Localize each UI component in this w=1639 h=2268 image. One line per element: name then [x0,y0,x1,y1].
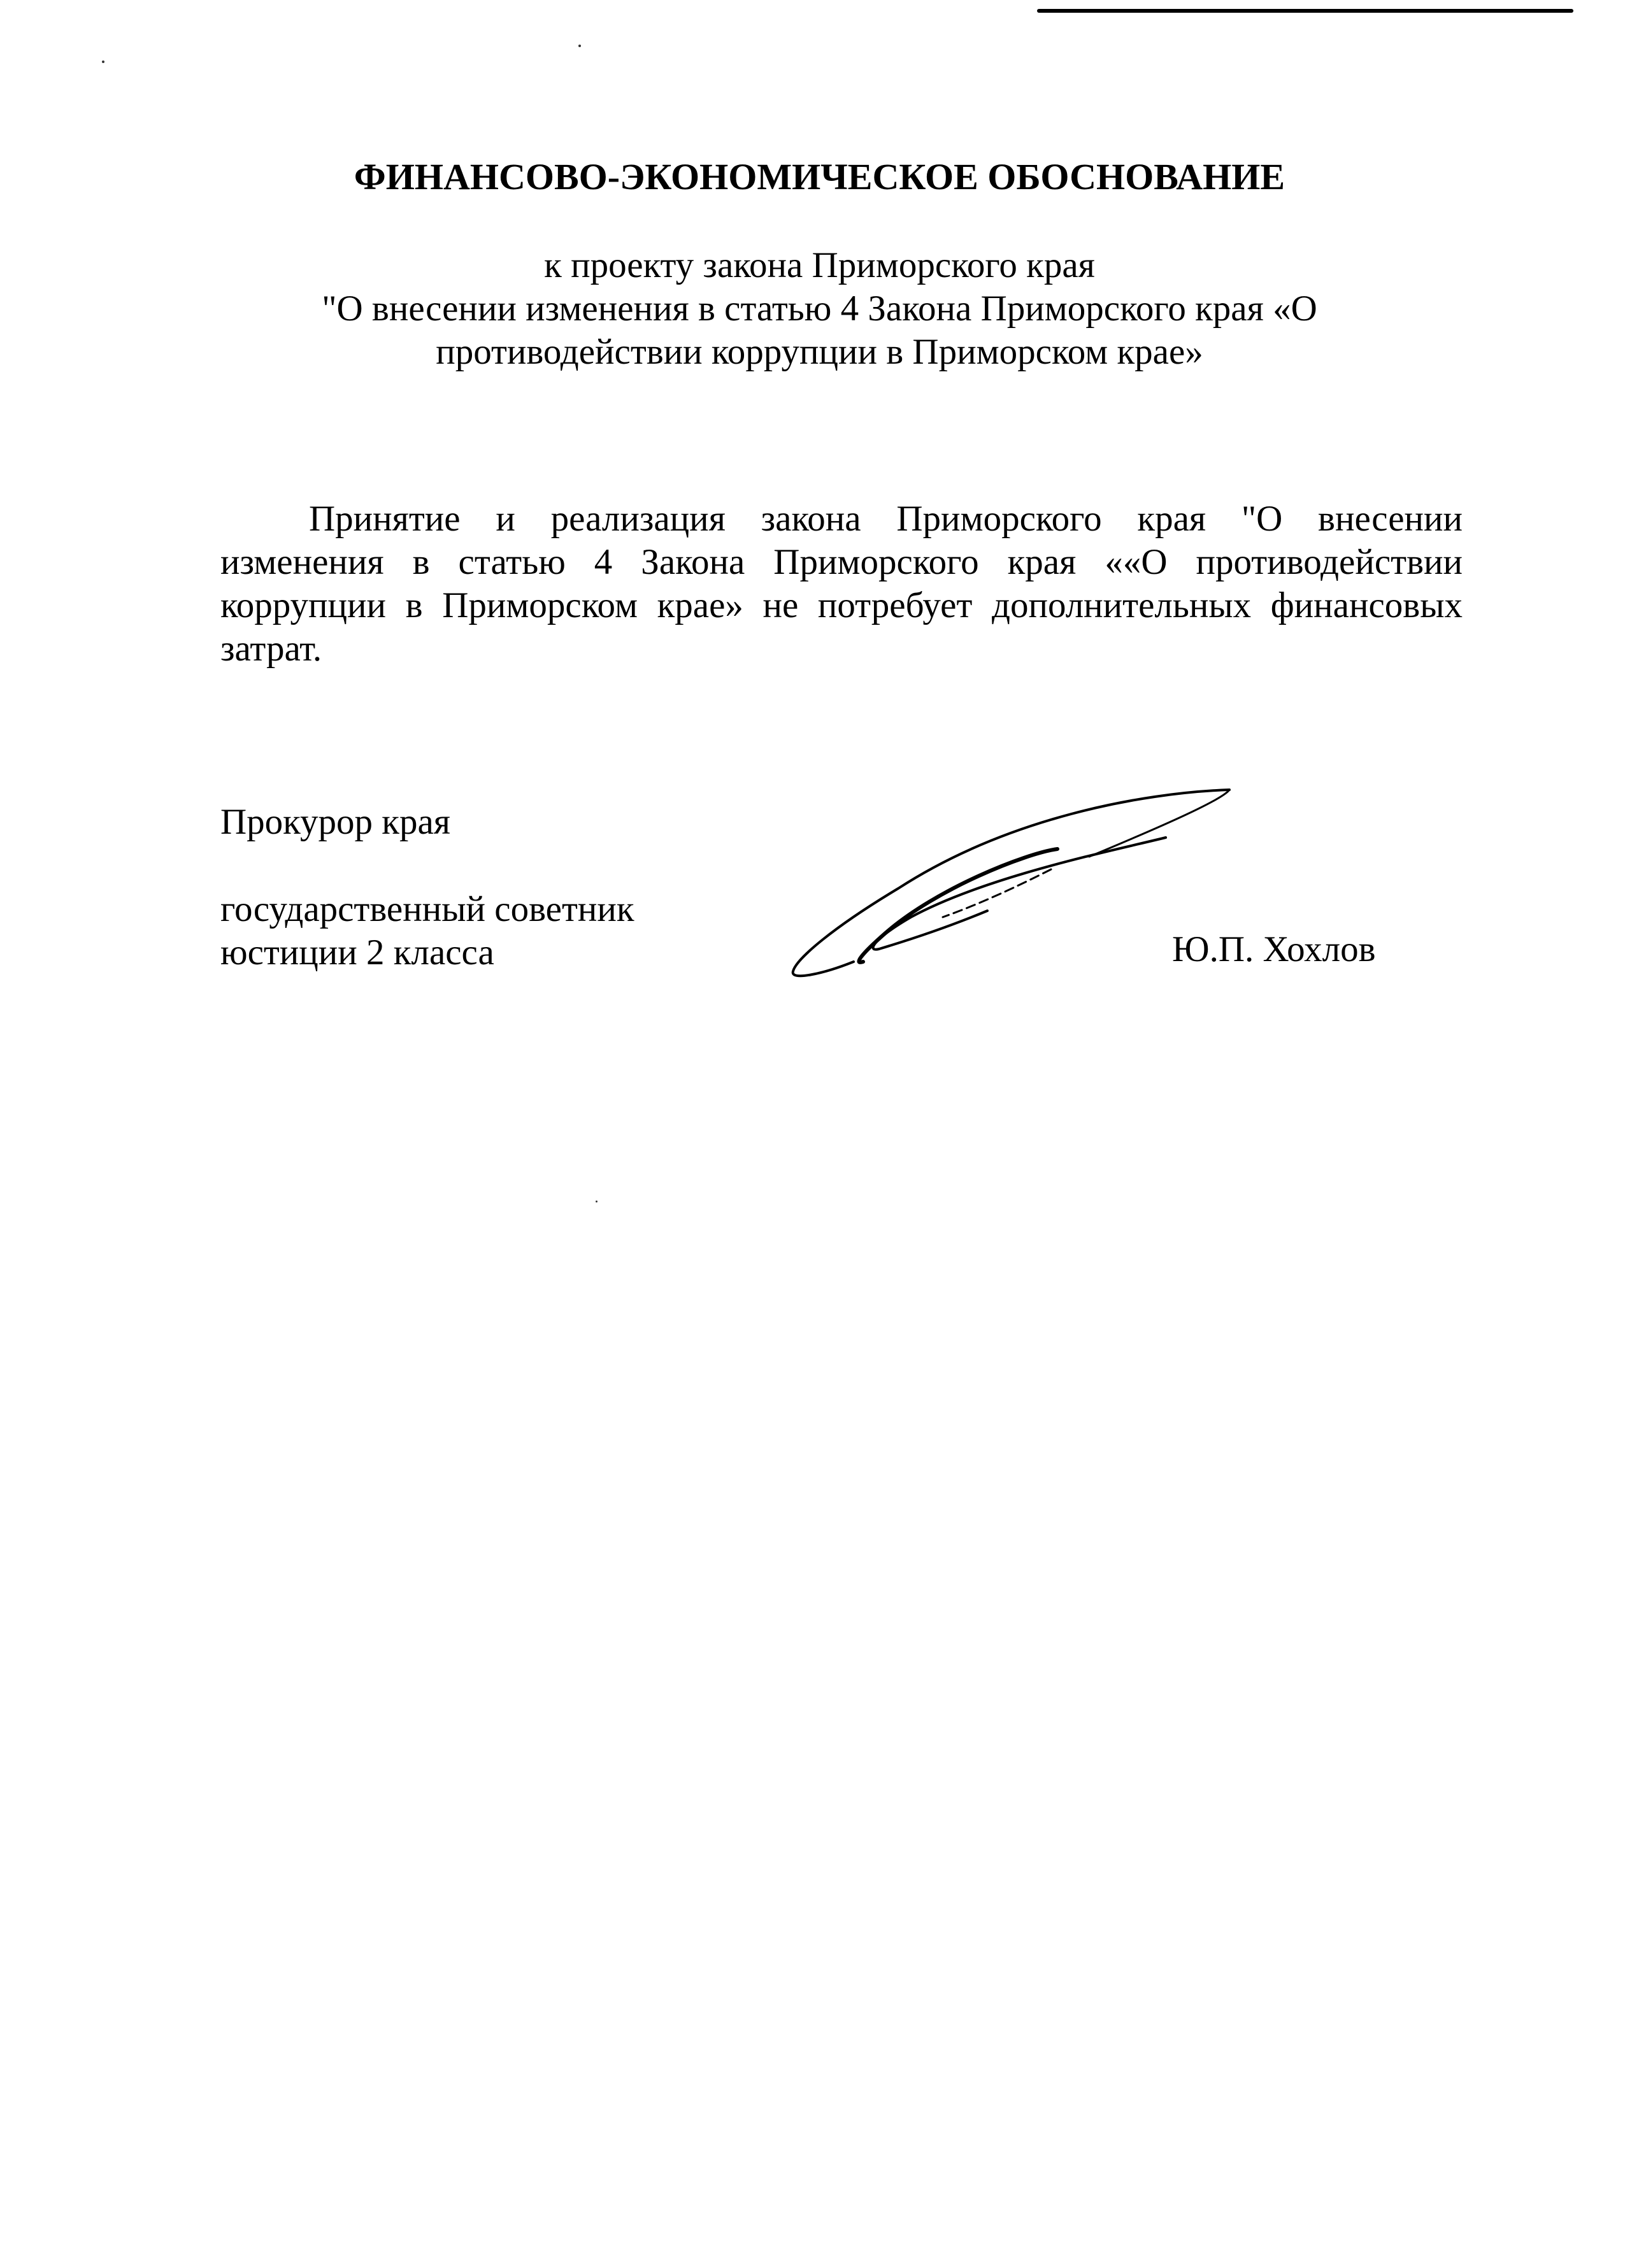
body-line: изменения в статью 4 Закона Приморского края ««О противодействии [220,542,1463,582]
body-line: затрат. [220,629,322,669]
scan-edge-line [1037,9,1573,13]
scan-speck [102,61,104,63]
subtitle-line: к проекту закона Приморского края [544,245,1095,285]
scan-speck [578,45,581,47]
body-line: Принятие и реализация закона Приморского края "О внесении [309,499,1463,539]
scan-speck [596,1201,598,1202]
signature [784,780,1242,984]
signatory-rank: юстиции 2 класса [220,932,494,973]
body-line: коррупции в Приморском крае» не потребует дополнительных финансовых [220,585,1463,625]
subtitle-line: противодействии коррупции в Приморском крае» [436,332,1203,372]
subtitle-line: "О внесении изменения в статью 4 Закона Приморского края «О [322,289,1317,329]
signatory-position: Прокурор края [220,802,451,842]
signatory-rank: государственный советник [220,889,634,929]
signatory-name: Ю.П. Хохлов [1172,929,1376,969]
document-title: ФИНАНСОВО-ЭКОНОМИЧЕСКОЕ ОБОСНОВАНИЕ [354,156,1285,197]
